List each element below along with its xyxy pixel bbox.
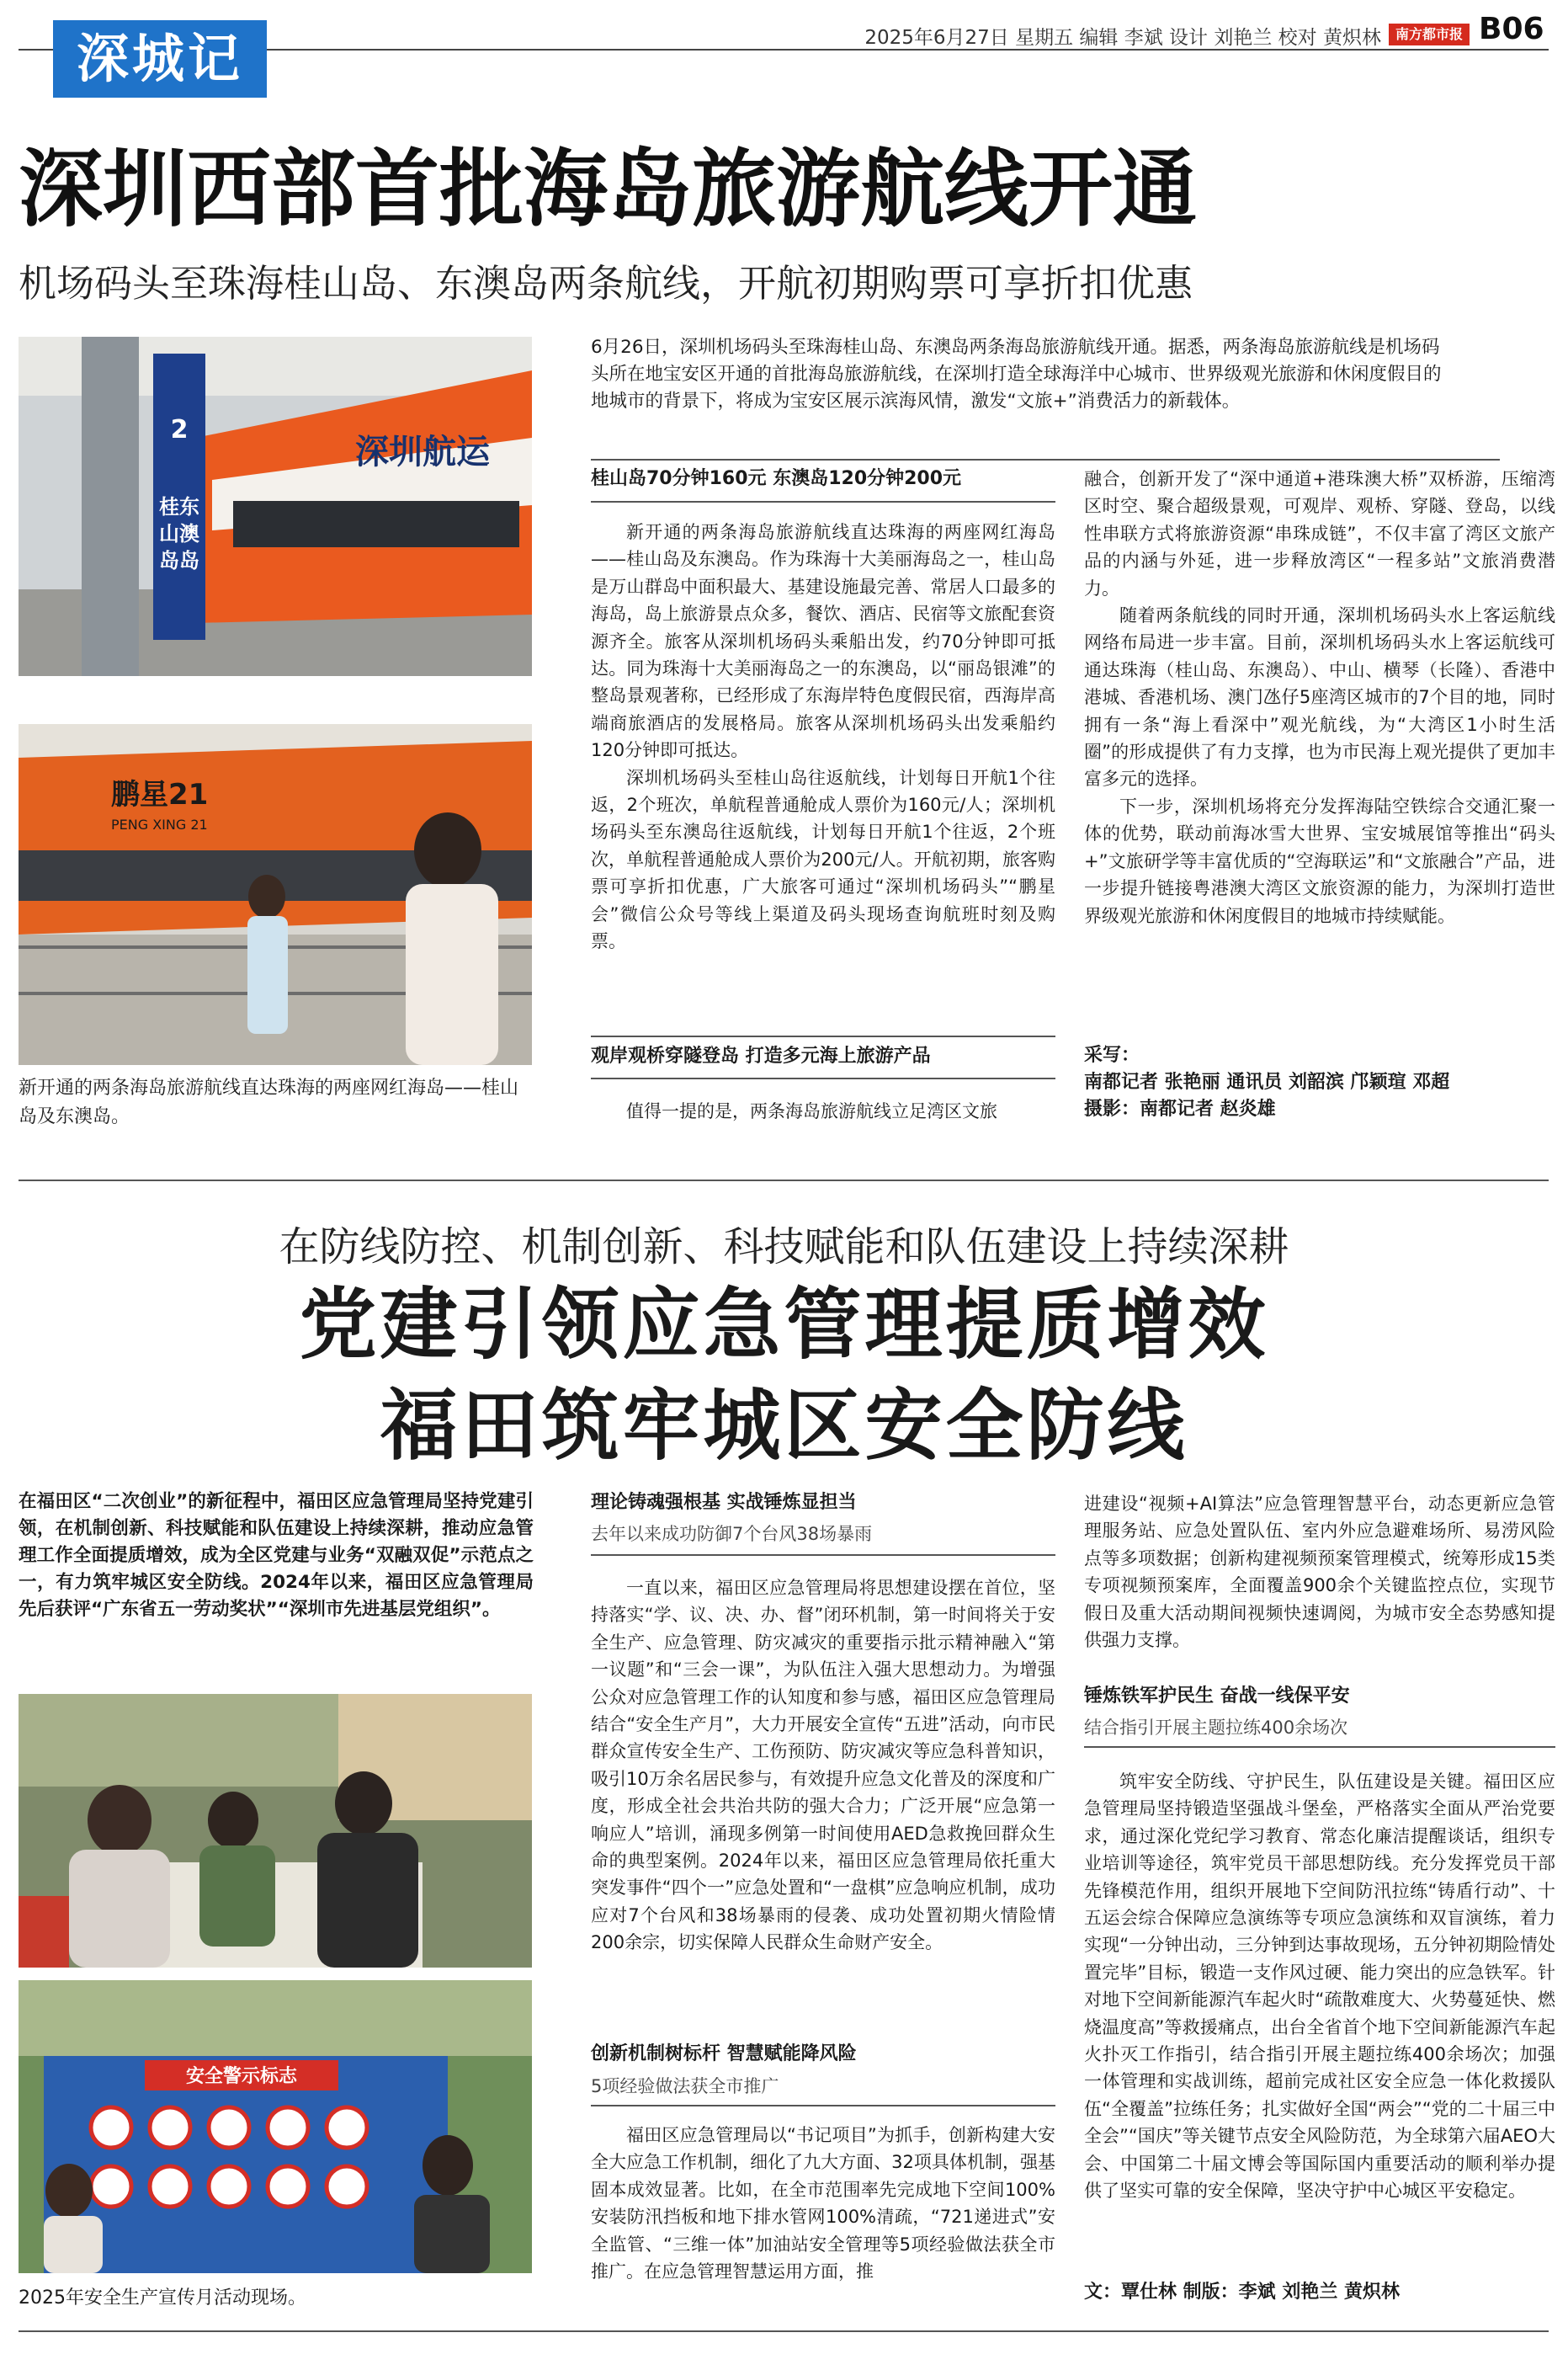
subhead-rule	[591, 1036, 1055, 1037]
subhead-rule	[591, 1554, 1055, 1556]
issue-meta: 2025年6月27日 星期五 编辑 李斌 设计 刘艳兰 校对 黄炽林	[864, 27, 1381, 49]
paragraph: 值得一提的是，两条海岛旅游航线立足湾区文旅	[626, 1101, 997, 1121]
story2-lead: 在福田区“二次创业”的新征程中，福田区应急管理局坚持党建引领，在机制创新、科技赋能和队伍建设上持续深耕，推动应急管理工作全面提质增效，成为全区党建与业务“双融双促”示范点之一，有力筑牢城区安全防线。2024年以来，福田区应急管理局先后获评“广东省五一劳动奖状”“深圳市先进基层党组织”。	[19, 1491, 534, 1620]
paragraph: 深圳机场码头至桂山岛往返航线，计划每日开航1个往返，2个班次，单航程普通舱成人票价为160元/人；深圳机场码头至东澳岛往返航线，计划每日开航1个往返，2个班次，单航程普通舱成人票价为200元/人。开航初期，旅客购票可享折扣优惠，广大旅客可通过“深圳机场码头”“鹏星会”微信公众号等线上渠道及码头现场查询航班时刻及购票。	[591, 767, 1055, 952]
paragraph: 福田区应急管理局以“书记项目”为抓手，创新构建大安全大应急工作机制，细化了九大方面、32项具体机制，强基固本成效显著。比如，在全市范围率先完成地下空间100%安装防汛挡板和地下排水管网100%清疏，“721递进式”安全监管、“三维一体”加油站安全管理等5项经验做法获全市推广。在应急管理智慧运用方面，推	[591, 2125, 1055, 2282]
story2-subhead-1: 理论铸魂强根基 实战锤炼显担当	[591, 1492, 857, 1513]
story-divider	[19, 1180, 1549, 1181]
story2-subhead-2: 创新机制树标杆 智慧赋能降风险	[591, 2043, 857, 2064]
ferry-name-en: PENG XING 21	[111, 817, 208, 833]
story2-subhead-3-deck: 结合指引开展主题拉练400余场次	[1084, 1718, 1348, 1738]
page-number: B06	[1479, 12, 1544, 46]
section-masthead: 深城记	[53, 20, 267, 98]
paragraph: 筑牢安全防线、守护民生，队伍建设是关键。福田区应急管理局坚持锻造坚强战斗堡垒，严格落实全面从严治党要求，通过深化党纪学习教育、常态化廉洁提醒谈话，组织专业培训等途径，筑牢党员干部思想防线。充分发挥党员干部先锋模范作用，组织开展地下空间防汛拉练“铸盾行动”、十五运会综合保障应急演练等专项应急演练和双盲演练，着力实现“一分钟出动，三分钟到达事故现场，五分钟初期险情处置完毕”目标，锻造一支作风过硬、能力突出的应急铁军。针对地下空间新能源汽车起火时“疏散难度大、火势蔓延快、燃烧温度高”等救援痛点，出台全省首个地下空间新能源汽车起火扑灭工作指引，结合指引开展主题拉练400余场次；加强一体管理和实战训练，超前完成社区安全应急一体化救援队伍“全覆盖”拉练任务；扎实做好全国“两会”“党的二十届三中全会”“国庆”等关键节点安全风险防范，为全球第六届AEO大会、中国第二十届文博会等国际国内重要活动的顺利举办提供了坚实可靠的安全保障，坚决守护中心城区平安稳定。	[1084, 1771, 1555, 2202]
headline-1: 深圳西部首批海岛旅游航线开通	[19, 140, 1197, 238]
story2-column-2-head	[1084, 1490, 1555, 1654]
photo-safety-event-crowd	[19, 1694, 532, 1968]
svg-text:2: 2	[170, 415, 189, 445]
paragraph: 新开通的两条海岛旅游航线直达珠海的两座网红海岛——桂山岛及东澳岛。作为珠海十大美丽海岛之一，桂山岛是万山群岛中面积最大、基建设施最完善、常居人口最多的海岛，岛上旅游景点众多，餐饮、酒店、民宿等文旅配套资源齐全。旅客从深圳机场码头乘船出发，约70分钟即可抵达。同为珠海十大美丽海岛之一的东澳岛，以“丽岛银滩”的整岛景观著称，已经形成了东海岸特色度假民宿，西海岸高端商旅酒店的发展格局。旅客从深圳机场码头出发乘船约120分钟即可抵达。	[591, 522, 1055, 761]
credit-photo: 摄影：南都记者 赵炎雄	[1084, 1099, 1276, 1120]
headline-2-line-2: 福田筑牢城区安全防线	[380, 1380, 1188, 1471]
credit-label: 采写：	[1084, 1045, 1140, 1066]
story1-column-1-tail	[591, 1098, 1055, 1125]
headline-2-line-1: 党建引领应急管理提质增效	[299, 1279, 1269, 1370]
svg-text:山澳: 山澳	[159, 522, 199, 546]
story1-subhead-2: 观岸观桥穿隧登岛 打造多元海上旅游产品	[591, 1046, 931, 1067]
photo-boarding-gate	[19, 337, 532, 676]
svg-text:桂东: 桂东	[159, 495, 199, 519]
credit-reporters: 南都记者 张艳丽 通讯员 刘韶滨 邝颖瑄 邓超	[1084, 1072, 1450, 1093]
story2-credits: 文：覃仕林 制版：李斌 刘艳兰 黄炽林	[1084, 2282, 1400, 2303]
story2-subhead-3: 锤炼铁军护民生 奋战一线保平安	[1084, 1686, 1350, 1707]
paper-logo: 南方都市报	[1389, 24, 1470, 45]
photo-tourist-with-ferry	[19, 724, 532, 1065]
story1-credits	[1084, 1042, 1555, 1123]
story2-kicker: 在防线防控、机制创新、科技赋能和队伍建设上持续深耕	[279, 1223, 1289, 1270]
subhead-rule	[591, 1078, 1055, 1079]
story1-subhead-1: 桂山岛70分钟160元 东澳岛120分钟200元	[591, 468, 962, 489]
paragraph: 进建设“视频+AI算法”应急管理智慧平台，动态更新应急管理服务站、应急处置队伍、室内外应急避难场所、易涝风险点等多项数据；创新构建视频预案管理模式，统筹形成15类专项视频预案库，全面覆盖900余个关键监控点位，实现节假日及重大活动期间视频快速调阅，为城市安全态势感知提供强力支撑。	[1084, 1494, 1555, 1651]
story1-column-1	[591, 519, 1055, 956]
svg-text:岛岛: 岛岛	[159, 549, 199, 573]
boat-hull-text: 深圳航运	[355, 433, 490, 471]
paragraph: 一直以来，福田区应急管理局将思想建设摆在首位，坚持落实“学、议、决、办、督”闭环机制，第一时间将关于安全生产、应急管理、防灾减灾的重要指示批示精神融入“第一议题”和“三会一课”，为队伍注入强大思想动力。为增强公众对应急管理工作的认知度和参与感，福田区应急管理局结合“安全生产月”，大力开展安全宣传“五进”活动，向市民群众宣传安全生产、工伤预防、防灾减灾等应急科普知识，吸引10万余名居民参与，有效提升应急文化普及的深度和广度，形成全社会共治共防的强大合力；广泛开展“应急第一响应人”培训，涌现多例第一时间使用AED急救挽回群众生命的典型案例。2024年以来，福田区应急管理局依托重大突发事件“四个一”应急处置和“一盘棋”应急响应机制，成功应对7个台风和38场暴雨的侵袭、成功处置初期火情险情200余宗，切实保障人民群众生命财产安全。	[591, 1578, 1055, 1953]
paragraph: 随着两条航线的同时开通，深圳机场码头水上客运航线网络布局进一步丰富。目前，深圳机场码头水上客运航线可通达珠海（桂山岛、东澳岛）、中山、横琴（长隆）、香港中港城、香港机场、澳门氹仔5座湾区城市的7个目的地，同时拥有一条“海上看深中”观光航线，为“大湾区1小时生活圈”的形成提供了有力支撑，也为市民海上观光提供了更加丰富多元的选择。	[1084, 605, 1555, 790]
bottom-rule	[19, 2330, 1549, 2332]
subhead-rule	[1084, 1746, 1555, 1748]
story1-rule	[591, 459, 1500, 461]
story2-column-1-tail	[591, 2122, 1055, 2285]
story2-column-1	[591, 1574, 1055, 1957]
subhead-rule	[591, 2105, 1055, 2106]
story2-column-2	[1084, 1768, 1555, 2205]
subhead-rule	[591, 501, 1055, 503]
paragraph: 融合，创新开发了“深中通道+港珠澳大桥”双桥游，压缩湾区时空、聚合超级景观，可观岸、观桥、穿隧、登岛，以线性串联方式将旅游资源“串珠成链”，不仅丰富了湾区文旅产品的内涵与外延，进一步释放湾区“一程多站”文旅消费潜力。	[1084, 469, 1555, 599]
story2-subhead-2-deck: 5项经验做法获全市推广	[591, 2076, 779, 2096]
poster-text: 安全警示标志	[185, 2066, 298, 2087]
story2-subhead-1-deck: 去年以来成功防御7个台风38场暴雨	[591, 1524, 873, 1544]
subheadline-1: 机场码头至珠海桂山岛、东澳岛两条航线，开航初期购票可享折扣优惠	[19, 261, 1193, 306]
story1-lead: 6月26日，深圳机场码头至珠海桂山岛、东澳岛两条海岛旅游航线开通。据悉，两条海岛旅游航线是机场码头所在地宝安区开通的首批海岛旅游航线，在深圳打造全球海洋中心城市、世界级观光旅游和休闲度假目的地城市的背景下，将成为宝安区展示滨海风情，激发“文旅+”消费活力的新载体。	[591, 337, 1442, 412]
ferry-name: 鹏星21	[111, 778, 209, 812]
photo-caption-1: 新开通的两条海岛旅游航线直达珠海的两座网红海岛——桂山岛及东澳岛。	[19, 1078, 519, 1127]
story1-column-2	[1084, 466, 1555, 929]
photo-caption-2: 2025年安全生产宣传月活动现场。	[19, 2287, 306, 2309]
photo-safety-signs-board	[19, 1980, 532, 2273]
paragraph: 下一步，深圳机场将充分发挥海陆空铁综合交通汇聚一体的优势，联动前海冰雪大世界、宝安城展馆等推出“码头+”文旅研学等丰富优质的“空海联运”和“文旅融合”产品，进一步提升链接粤港澳大湾区文旅资源的能力，为深圳打造世界级观光旅游和休闲度假目的地城市持续赋能。	[1084, 796, 1555, 926]
